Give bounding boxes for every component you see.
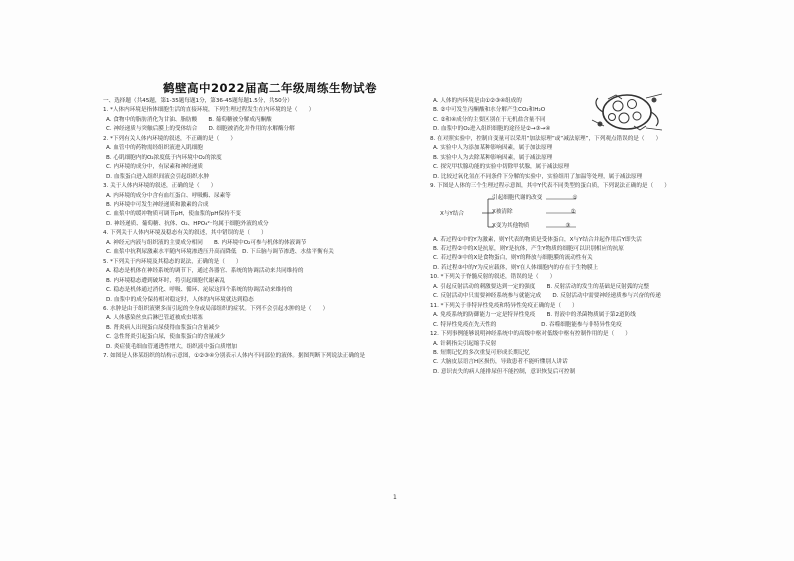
right-column [430,97,740,377]
option-line: D. 血浆中的成分保持相对稳定时，人体的内环境就达到稳态 [106,296,254,303]
question-line: 6. 水肿是由于组织液聚多而引起的全身或局部组织的症状。下列不会引起水肿的是（ ） [103,305,329,312]
branch-text: X被清除 [492,208,513,215]
question-line: 一、选择题（共45题，第1-35题每题1分，第36-45题每题1.5分，共50分） [103,98,293,104]
question-line: 11. *下列关于非特异性免疫和特异性免疫正确的是（ ） [430,302,578,309]
branch-text: X变为其他物质 [492,222,530,229]
question-line: 10. *下列关于脊髓反射的叙述，错误的是（ ） [430,274,556,281]
branch-3 [492,222,570,231]
option-line: A. 针刺指尖引起缩手反射 [433,340,497,347]
option-line: D. 血浆中的O₂进入组织细胞的途径是②→③→④ [433,126,551,133]
option-line: A. 人体的内环境是由①②③④组成的 [433,98,522,104]
option-line: D. 血浆蛋白进入组织间液会引起组织水肿 [106,173,209,180]
option-line: A. 食物中的脂肪消化为甘油、脂肪酸 B. 葡萄糖被分解成丙酮酸 [106,116,272,123]
option-line: D. 神经递质、葡萄糖、抗体、O₂、HPO₄²⁻均属于细胞外液的成分 [106,220,269,227]
question-line: 5. *下列关于内环境及其稳态的说法，正确的是（ ） [103,258,242,265]
option-line: C. 血浆中抗利尿激素水平随内环境渗透压升高而降低 D. 下丘脑与调节渗透、水盐平衡有关 [106,249,334,256]
option-line: D. 若过程③中的Y为反应载体，则Y在人体细胞内的存在于生物膜上 [433,264,599,271]
question-line: 8. 在对照实验中，控制自变量可以采用“加法原理”或“减法原理”，下列观点错误的是（ ） [430,135,662,142]
option-line: A. 血管中的药物需经组织液进入肌细胞 [106,145,203,152]
branch-2 [492,208,576,217]
question-line: 3. 关于人体内环境的叙述，正确的是（ ） [103,183,217,190]
question-line: 9. 下图是人体的三个生理过程示意图，其中Y代表不同类型的蛋白质，下列说法正确的是（ ） [430,183,670,190]
option-line: B. 内环境稳态遭到破坏时，将引起细胞代谢紊乱 [106,277,226,284]
option-line: A. 实验中人为添加某种影响因素，属于加法原理 [433,145,553,152]
option-line: A. 内环境的成分中含有血红蛋白、呼吸酶、尿素等 [106,192,231,199]
exam-title: 鹤壁高中2022届高二年级周练生物试卷 [162,81,377,95]
option-line: A. 神经元内液与组织液的主要成分相同 B. 内环境中O₂可参与机体的体液调节 [106,239,307,246]
left-column [103,97,403,362]
option-line: B. 肾炎病人出现蛋白尿使得血浆蛋白含量减少 [106,324,220,331]
page-number: 1 [393,494,397,501]
branch-mark: ② [570,208,576,215]
option-line: B. 内环境中可发生神经递质和激素的合成 [106,201,209,208]
option-line: D. 比较过氧化氢在不同条件下分解的实验中，实验组用了加温等处理，属于减法原理 [433,173,643,180]
option-line: B. 心肌细胞内的O₂浓度低于内环境中O₂的浓度 [106,154,222,161]
option-line: A. 免疫系统的防御能力一定是特异性免疫 B. 胃液中的杀菌物质属于第2道防线 [433,312,636,319]
option-line: C. 急性肾炎引起蛋白尿，使血浆蛋白的含量减少 [106,334,226,341]
option-line: A. 稳态是机体在神经系统的调节下，通过各器官、系统的协调活动来共同维持的 [106,268,304,275]
branch-text: 引起细胞代谢的改变 [492,194,543,201]
option-line: B. ②中可发生丙酮酸和水分解产生CO₂和H₂O [433,107,546,114]
option-line: C. 神经递质与突触后膜上的受体结合 D. 细胞被消化并作用的水解酶分解 [106,126,295,133]
option-line: C. 探究甲状腺功能的实验中切除甲状腺，属于减法原理 [433,164,570,171]
branch-mark: ① [572,194,578,201]
option-line: C. 血浆中的缓冲物质可调节pH，使血浆的pH保持不变 [106,211,241,218]
question-line: 2. *下列有关人体内环境的叙述，不正确的是（ ） [103,135,236,142]
option-line: C. 稳态是机体通过消化、呼吸、循环、泌尿这四个系统的协调活动来维持的 [106,287,293,294]
option-line: B. 实验中人为去除某种影响因素，属于减法原理 [433,154,553,161]
option-line: B. 短期记忆的多次重复可形成长期记忆 [433,349,530,356]
xy-binding-diagram [430,194,740,234]
option-line: C. ②和④成分的主要区别在于无机盐含量不同 [433,116,546,123]
question-line: 7. 如图是人体某组织的结构示意图，①②③④分别表示人体内不同部位的液体。据图判断下列说法正确的是 [103,353,366,360]
option-line: B. 若过程②中的X是抗原，则Y是抗体，产生Y物质的细胞可以识别相应的抗原 [433,245,624,252]
option-line: A. 若过程①中的Y为激素，则Y代表的物质是受体蛋白，X与Y结合并起作用后Y即失活 [433,236,642,243]
option-line: C. 大脑皮层语言H区损伤，导致患者不能听懂别人讲话 [433,359,568,366]
question-line: 1. *人体内环境是指体细胞生活的直接环境，下列生理过程发生在内环境的是（ ） [103,107,315,114]
xy-label: X与Y结合 [440,210,465,217]
option-line: C. 若过程③中的X是食物蛋白，则Y的释放与细胞膜的流动性有关 [433,255,593,262]
question-line: 12. 下列事例能够说明神经系统中的高级中枢对低级中枢有控制作用的是（ ） [430,331,631,338]
option-line: D. 炎症使毛细血管通透性增大，组织液中蛋白质增加 [106,343,237,350]
option-line: C. 内环境的成分中，有尿素和神经递质 [106,164,203,171]
option-line: A. 人体感染丝虫后淋巴管道被成虫堵塞 [106,315,203,322]
branch-1 [492,194,577,203]
option-line: C. 特异性免疫在先天性的 D. 吞噬细胞能参与非特异性免疫 [433,321,622,328]
option-line: A. 引起反射活动的刺激要达到一定的强度 B. 反射活动的发生的基础是反射弧的完整 [433,283,650,290]
branch-mark: ③ [565,222,571,229]
option-line: D. 意识丧失的病人能排尿但不能控制，意识恢复后可控制 [433,368,576,375]
option-line: C. 反射活动中只需要神经系统参与就能完成 D. 反射活动中需要神经递质参与兴奋的传递 [433,293,661,300]
question-line: 4. 下列关于人体内环境及稳态有关的叙述，其中错误的是（ ） [103,230,267,237]
